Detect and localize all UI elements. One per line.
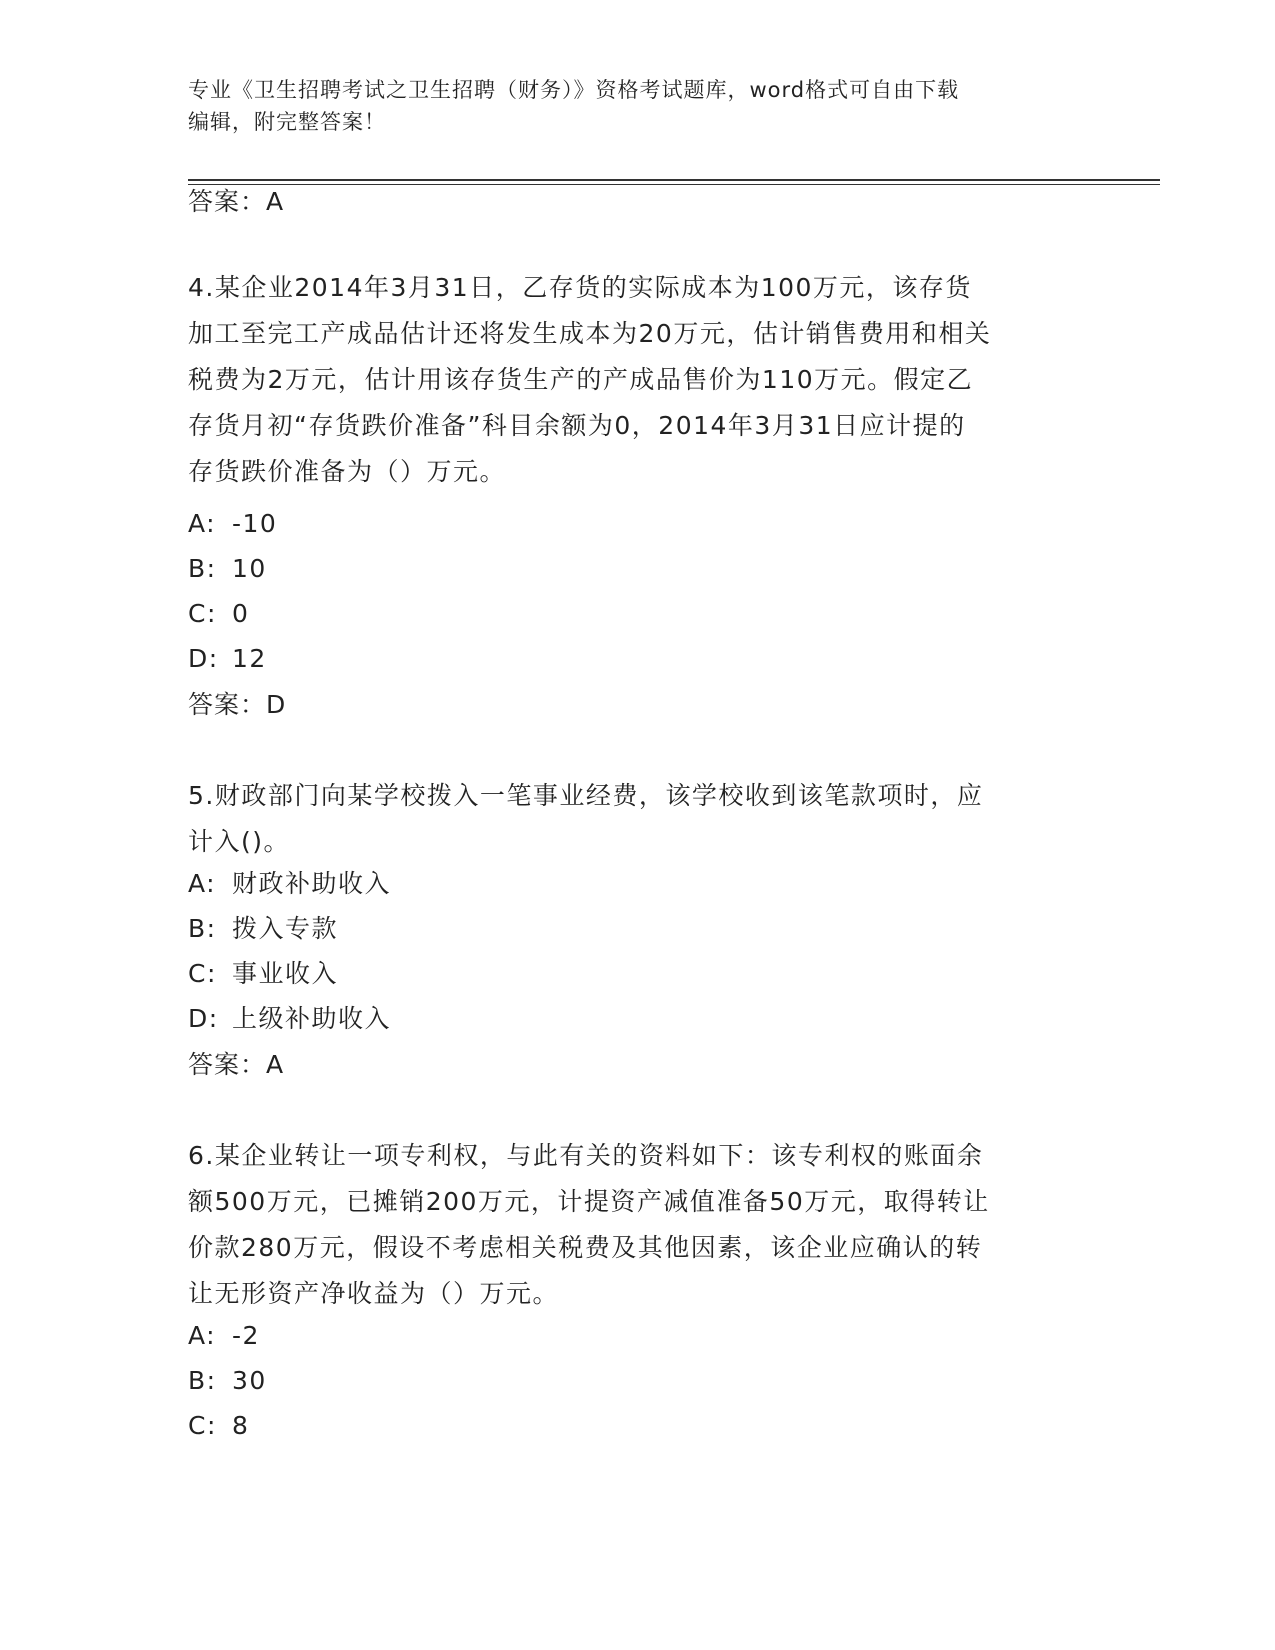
option-label: A:	[188, 869, 217, 898]
option-text: 0	[232, 599, 250, 628]
answer-previous-question: 答案：A	[188, 187, 285, 216]
option-text: 30	[232, 1366, 267, 1395]
question-4-option-b	[188, 553, 267, 585]
option-label: C:	[188, 959, 217, 988]
question-6-stem	[188, 1133, 1088, 1317]
question-4-option-c	[188, 598, 249, 630]
option-text: 10	[232, 554, 267, 583]
option-label: D:	[188, 1004, 219, 1033]
question-5-option-a	[188, 868, 391, 900]
option-text: 事业收入	[232, 959, 339, 988]
question-4-line: 存货月初“存货跌价准备”科目余额为0，2014年3月31日应计提的	[188, 411, 966, 440]
header-divider-thin	[188, 184, 1160, 185]
question-5-option-d	[188, 1003, 391, 1035]
question-4-line: 加工至完工产成品估计还将发生成本为20万元，估计销售费用和相关	[188, 319, 992, 348]
question-4-answer: 答案：D	[188, 690, 287, 719]
header-line-2: 编辑，附完整答案！	[188, 110, 386, 134]
option-label: C:	[188, 1411, 217, 1440]
option-text: 上级补助收入	[232, 1004, 392, 1033]
question-4-stem	[188, 265, 1088, 495]
question-5-line: 计入()。	[188, 827, 291, 856]
option-text: 财政补助收入	[232, 869, 392, 898]
option-text: 拨入专款	[232, 914, 339, 943]
question-5-line: 5.财政部门向某学校拨入一笔事业经费，该学校收到该笔款项时，应	[188, 781, 984, 810]
header-divider-thick	[188, 179, 1160, 181]
header-line-1: 专业《卫生招聘考试之卫生招聘（财务）》资格考试题库，word格式可自由下载	[188, 78, 960, 102]
question-6-line: 价款280万元，假设不考虑相关税费及其他因素，该企业应确认的转	[188, 1233, 983, 1262]
question-6-line: 让无形资产净收益为（）万元。	[188, 1279, 560, 1308]
question-5-option-b	[188, 913, 338, 945]
question-6-option-b	[188, 1365, 267, 1397]
option-text: 8	[232, 1411, 250, 1440]
option-text: 12	[232, 644, 267, 673]
option-text: -2	[232, 1321, 260, 1350]
option-label: A:	[188, 509, 217, 538]
option-label: D:	[188, 644, 219, 673]
question-6-line: 额500万元，已摊销200万元，计提资产减值准备50万元，取得转让	[188, 1187, 990, 1216]
question-6-option-c	[188, 1410, 249, 1442]
option-text: -10	[232, 509, 278, 538]
question-6-line: 6.某企业转让一项专利权，与此有关的资料如下：该专利权的账面余	[188, 1141, 984, 1170]
document-header	[188, 74, 1088, 138]
option-label: C:	[188, 599, 217, 628]
question-4-line: 存货跌价准备为（）万元。	[188, 457, 507, 486]
question-6-option-a	[188, 1320, 260, 1352]
question-4-option-d	[188, 643, 267, 675]
option-label: B:	[188, 554, 217, 583]
question-5-answer: 答案：A	[188, 1050, 285, 1079]
question-5-option-c	[188, 958, 338, 990]
question-4-line: 税费为2万元，估计用该存货生产的产成品售价为110万元。假定乙	[188, 365, 974, 394]
option-label: B:	[188, 1366, 217, 1395]
option-label: A:	[188, 1321, 217, 1350]
option-label: B:	[188, 914, 217, 943]
question-4-option-a	[188, 508, 277, 540]
question-5-stem	[188, 773, 1088, 865]
question-4-line: 4.某企业2014年3月31日，乙存货的实际成本为100万元，该存货	[188, 273, 972, 302]
